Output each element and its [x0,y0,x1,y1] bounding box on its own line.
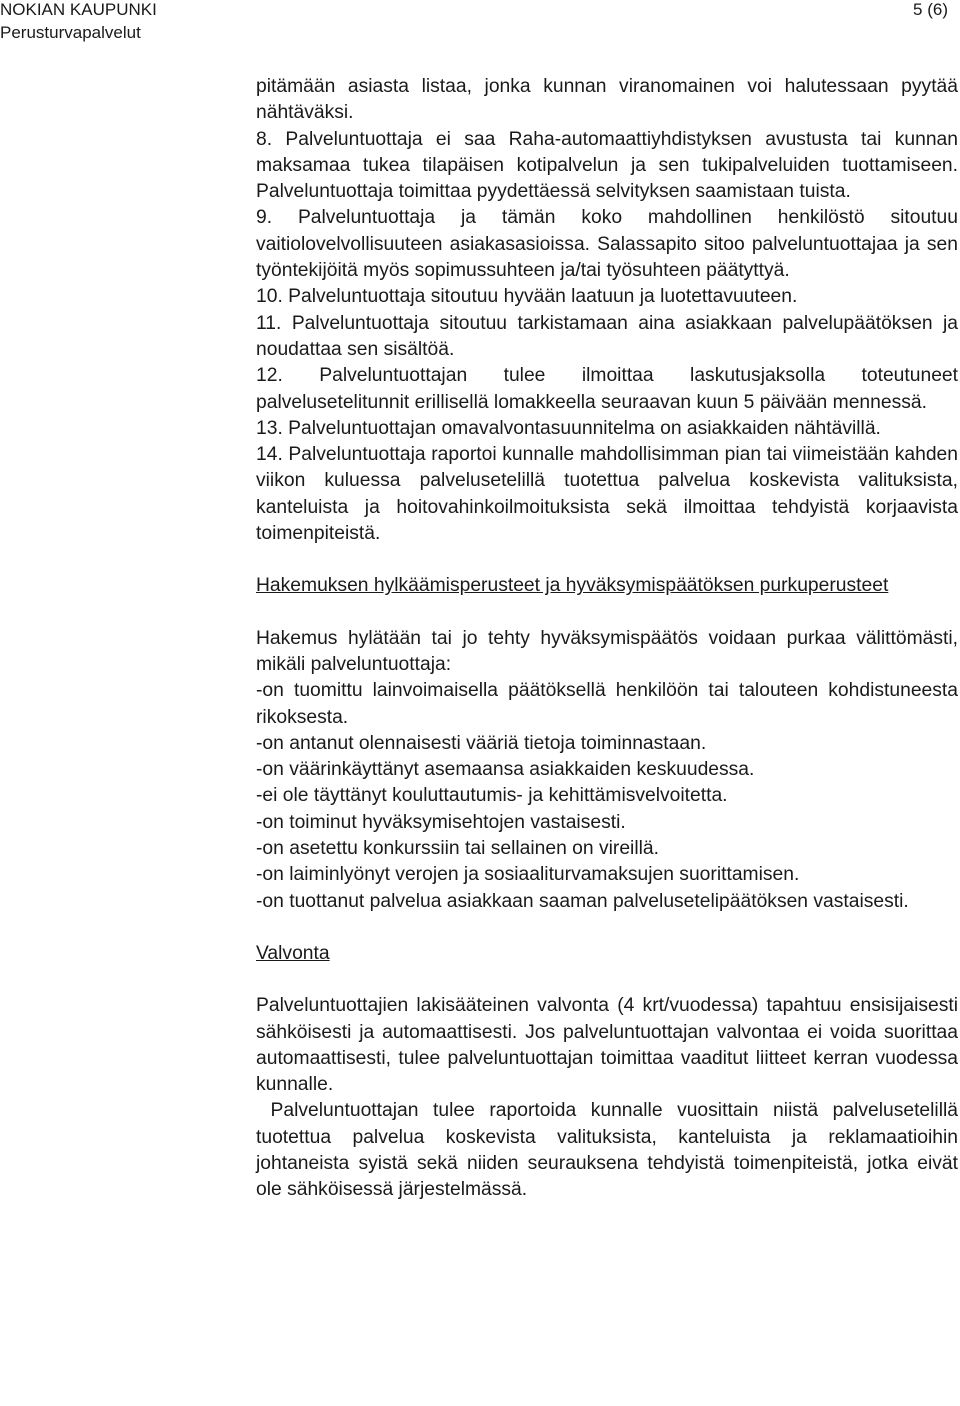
spacer [256,547,958,573]
term-12: 12. Palveluntuottajan tulee ilmoittaa laskutusjaksolla toteutuneet palvelusetelitunnit erillisellä lomakkeella seuraavan kuun 5 päivään mennessä. [256,365,958,413]
spacer [256,967,958,993]
term-11: 11. Palveluntuottaja sitoutuu tarkistamaan aina asiakkaan palvelupäätöksen ja noudattaa sen sisältöä. [256,312,958,360]
term-13: 13. Palveluntuottajan omavalvontasuunnitelma on asiakkaiden nähtävillä. [256,417,881,439]
supervision-paragraph: Palveluntuottajan tulee raportoida kunnalle vuosittain niistä palvelusetelillä tuotettua palvelua koskevista valituksista, kanteluista ja reklamaatioihin johtaneista syistä sekä niiden seurauksena tehdyistä toimenpiteistä, jotka eivät ole sähköisessä järjestelmässä. [256,1100,959,1201]
rejection-heading: Hakemuksen hylkäämisperusteet ja hyväksymispäätöksen purkuperusteet [256,575,889,597]
term-continuation: pitämään asiasta listaa, jonka kunnan viranomainen voi halutessaan pyytää nähtäväksi. [256,76,958,124]
supervision-paragraph: Palveluntuottajien lakisääteinen valvonta (4 krt/vuodessa) tapahtuu ensisijaisesti sähköisesti ja automaattisesti. Jos palveluntuottajan valvontaa ei voida suorittaa automaattisesti, tulee palveluntuottajan toimittaa vaaditut liitteet kerran vuodessa kunnalle. [256,995,958,1096]
rejection-intro: Hakemus hylätään tai jo tehty hyväksymispäätös voidaan purkaa välittömästi, mikäli palveluntuottaja: [256,627,958,675]
rejection-item: -ei ole täyttänyt kouluttautumis- ja kehittämisvelvoitetta. [256,785,728,807]
rejection-item: -on tuottanut palvelua asiakkaan saaman palvelusetelipäätöksen vastaisesti. [256,890,909,912]
rejection-item: -on antanut olennaisesti vääriä tietoja toiminnastaan. [256,732,707,754]
term-8: 8. Palveluntuottaja ei saa Raha-automaattiyhdistyksen avustusta tai kunnan maksamaa tukea tilapäisen kotipalvelun ja sen tukipalveluiden tuottamiseen. Palveluntuottaja toimittaa pyydettäessä selvityksen saamistaan tuista. [256,128,958,203]
term-14: 14. Palveluntuottaja raportoi kunnalle mahdollisimman pian tai viimeistään kahden viikon kuluessa palvelusetelillä tuotettua palvelua koskevista valituksista, kanteluista ja hoitovahinkoilmoituksista sekä ilmoittaa tehdyistä korjaavista toimenpiteistä. [256,444,958,545]
rejection-item: -on toiminut hyväksymisehtojen vastaisesti. [256,811,626,833]
term-10: 10. Palveluntuottaja sitoutuu hyvään laatuun ja luotettavuuteen. [256,286,798,308]
page-number: 5 (6) [913,0,948,19]
rejection-item: -on asetettu konkurssiin tai sellainen on vireillä. [256,838,659,860]
department-name: Perusturvapalvelut [0,23,141,42]
organization-name: NOKIAN KAUPUNKI [0,0,157,19]
rejection-item: -on tuomittu lainvoimaisella päätöksellä henkilöön tai talouteen kohdistuneesta rikoksesta. [256,680,958,728]
supervision-heading: Valvonta [256,942,330,964]
spacer [256,915,958,941]
document-body [256,74,958,1204]
rejection-item: -on laiminlyönyt verojen ja sosiaaliturvamaksujen suorittamisen. [256,864,800,886]
rejection-item: -on väärinkäyttänyt asemaansa asiakkaiden keskuudessa. [256,759,755,781]
term-9: 9. Palveluntuottaja ja tämän koko mahdollinen henkilöstö sitoutuu vaitiolovelvollisuuteen asiakasasioissa. Salassapito sitoo palveluntuottajaa ja sen työntekijöitä myös sopimussuhteen ja/tai työsuhteen päätyttyä. [256,207,958,282]
spacer [256,600,958,626]
